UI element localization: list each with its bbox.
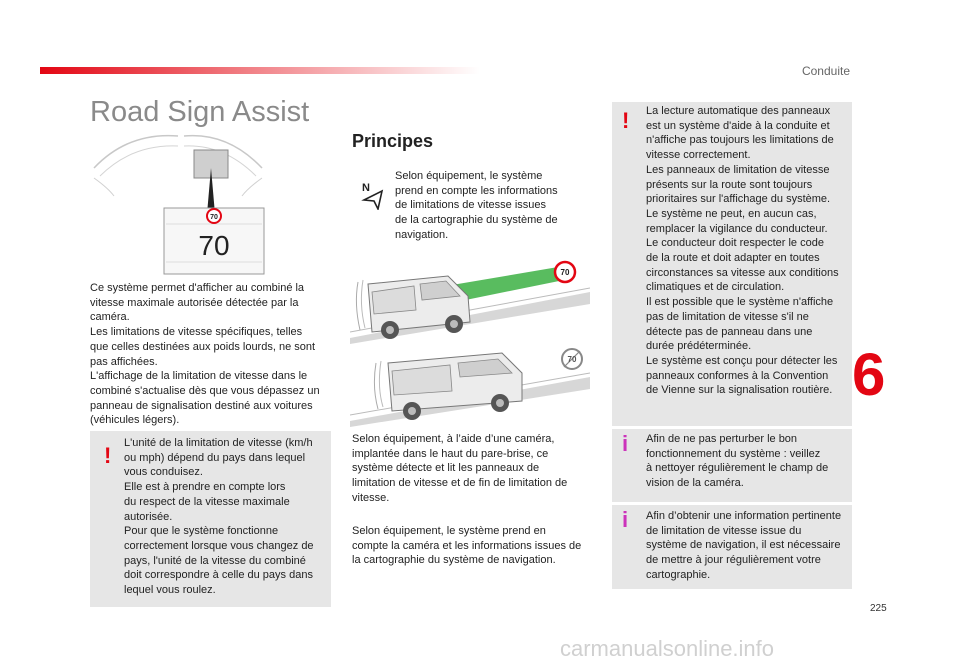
text-line: fonctionnement du système : veillez <box>646 447 821 460</box>
text-line: circonstances sa vitesse aux conditions <box>646 266 839 279</box>
info-text <box>646 432 850 491</box>
text-line: de limitation de vitesse issue du <box>646 524 802 537</box>
text-line: ou mph) dépend du pays dans lequel <box>124 451 306 464</box>
text-line: L'unité de la limitation de vitesse (km/h <box>124 437 313 449</box>
text-line: de Vienne sur la signalisation routière. <box>646 384 833 397</box>
text-line: Selon équipement, le système <box>395 170 543 182</box>
text-line: panneau de signalisation destiné aux voitures <box>90 399 313 412</box>
text-line: est un système d'aide à la conduite et <box>646 119 830 132</box>
page-number: 225 <box>870 603 887 614</box>
text-line: la cartographie du système de navigation. <box>352 554 556 567</box>
text-line: de mettre à jour régulièrement votre <box>646 554 821 567</box>
text-line: climatiques et de circulation. <box>646 281 785 294</box>
speed-sign-2: 70 <box>567 355 577 364</box>
text-line: L'affichage de la limitation de vitesse dans le <box>90 370 308 383</box>
text-line: implantée dans le haut du pare-brise, ce <box>352 447 549 460</box>
text-line: de la cartographie du système de <box>395 214 558 227</box>
text-line: combiné s'actualise dès que vous dépassez un <box>90 384 320 397</box>
text-line: n'affiche pas toujours les limitations de <box>646 134 834 147</box>
svg-text:N: N <box>362 182 370 194</box>
watermark: carmanualsonline.info <box>560 636 775 661</box>
warning-box-unit <box>90 431 331 607</box>
text-line: de limitations de vitesse issues <box>395 199 547 212</box>
camera-text <box>352 432 592 506</box>
text-line: Afin d’obtenir une information pertinente <box>646 510 842 522</box>
text-line: lequel vous roulez. <box>124 584 216 597</box>
text-line: Le conducteur doit respecter le code <box>646 237 824 250</box>
text-line: Pour que le système fonctionne <box>124 525 279 538</box>
combined-text <box>352 524 592 568</box>
text-line: Il est possible que le système n'affiche <box>646 296 834 309</box>
section-title: Conduite <box>801 64 850 78</box>
chapter-number: 6 <box>852 341 886 408</box>
text-line: Les limitations de vitesse spécifiques, telles <box>90 326 303 339</box>
dashboard-illustration <box>88 128 268 276</box>
text-line: Selon équipement, à l’aide d’une caméra, <box>352 433 555 445</box>
text-line: système de navigation, il est nécessaire <box>646 539 841 552</box>
text-line: détecte pas de panneau dans une <box>646 325 813 338</box>
text-line: Selon équipement, le système prend en <box>352 525 546 537</box>
info-text <box>646 509 850 583</box>
page-title: Road Sign Assist <box>90 96 310 128</box>
text-line: limitation de vitesse et de fin de limitation de <box>352 477 568 490</box>
text-line: pays, l'unité de la vitesse du combiné <box>124 554 306 567</box>
text-line: vision de la caméra. <box>646 477 744 490</box>
warning-icon: ! <box>104 443 112 468</box>
warning-text <box>646 104 850 398</box>
text-line: Afin de ne pas perturber le bon <box>646 433 798 445</box>
section-heading: Principes <box>352 131 434 151</box>
text-line: de la route et doit adapter en toutes <box>646 252 820 265</box>
text-line: caméra. <box>90 311 130 324</box>
text-line: Le système est conçu pour détecter les <box>646 354 838 367</box>
text-line: vitesse correctement. <box>646 149 751 162</box>
text-line: Elle est à prendre en compte lors <box>124 481 286 494</box>
info-icon: i <box>622 507 629 532</box>
text-line: système détecte et lit les panneaux de <box>352 462 540 475</box>
text-line: (véhicules légers). <box>90 414 180 427</box>
van-end-limit-illustration <box>350 345 590 427</box>
text-line: vous conduisez. <box>124 466 203 479</box>
navigation-text <box>395 169 575 243</box>
large-speed-value: 70 <box>198 230 230 261</box>
text-line: durée prédéterminée. <box>646 340 752 353</box>
info-box-cleaning <box>612 429 852 502</box>
text-line: Le système ne peut, en aucun cas, <box>646 207 817 220</box>
text-line: compte la caméra et les informations issues de <box>352 539 582 552</box>
text-line: panneaux conformes à la Convention <box>646 369 829 382</box>
text-line: remplacer la vigilance du conducteur. <box>646 222 828 235</box>
text-line: autorisée. <box>124 510 173 523</box>
text-line: pas de limitation de vitesse s'il ne <box>646 310 809 323</box>
text-line: Les panneaux de limitation de vitesse <box>646 163 830 176</box>
text-line: vitesse maximale autorisée détectée par la <box>90 296 299 309</box>
text-line: du respect de la vitesse maximale <box>124 495 290 508</box>
text-line: prioritaires sur l'affichage du système. <box>646 193 831 206</box>
info-box-map-update <box>612 505 852 589</box>
text-line: correctement lorsque vous changez de <box>124 539 314 552</box>
text-line: prend en compte les informations <box>395 184 558 197</box>
text-line: vitesse. <box>352 491 390 504</box>
warning-icon: ! <box>622 108 630 133</box>
text-line: à nettoyer régulièrement le champ de <box>646 462 829 475</box>
navigation-icon <box>360 180 386 210</box>
intro-text <box>90 281 338 428</box>
text-line: navigation. <box>395 228 449 241</box>
info-icon: i <box>622 431 629 456</box>
text-line: Ce système permet d'afficher au combiné la <box>90 282 305 294</box>
text-line: La lecture automatique des panneaux <box>646 105 831 117</box>
warning-text <box>124 436 329 598</box>
van-camera-illustration <box>350 252 590 344</box>
text-line: que celles destinées aux poids lourds, ne sont <box>90 340 316 353</box>
text-line: pas affichées. <box>90 355 158 368</box>
text-line: doit correspondre à celle du pays dans <box>124 569 313 582</box>
speed-sign-1: 70 <box>560 268 570 277</box>
warning-box-reliability <box>612 102 852 426</box>
text-line: présents sur la route sont toujours <box>646 178 813 191</box>
small-speed-sign: 70 <box>210 214 218 221</box>
text-line: cartographie. <box>646 568 711 581</box>
header-accent-bar <box>40 67 480 74</box>
